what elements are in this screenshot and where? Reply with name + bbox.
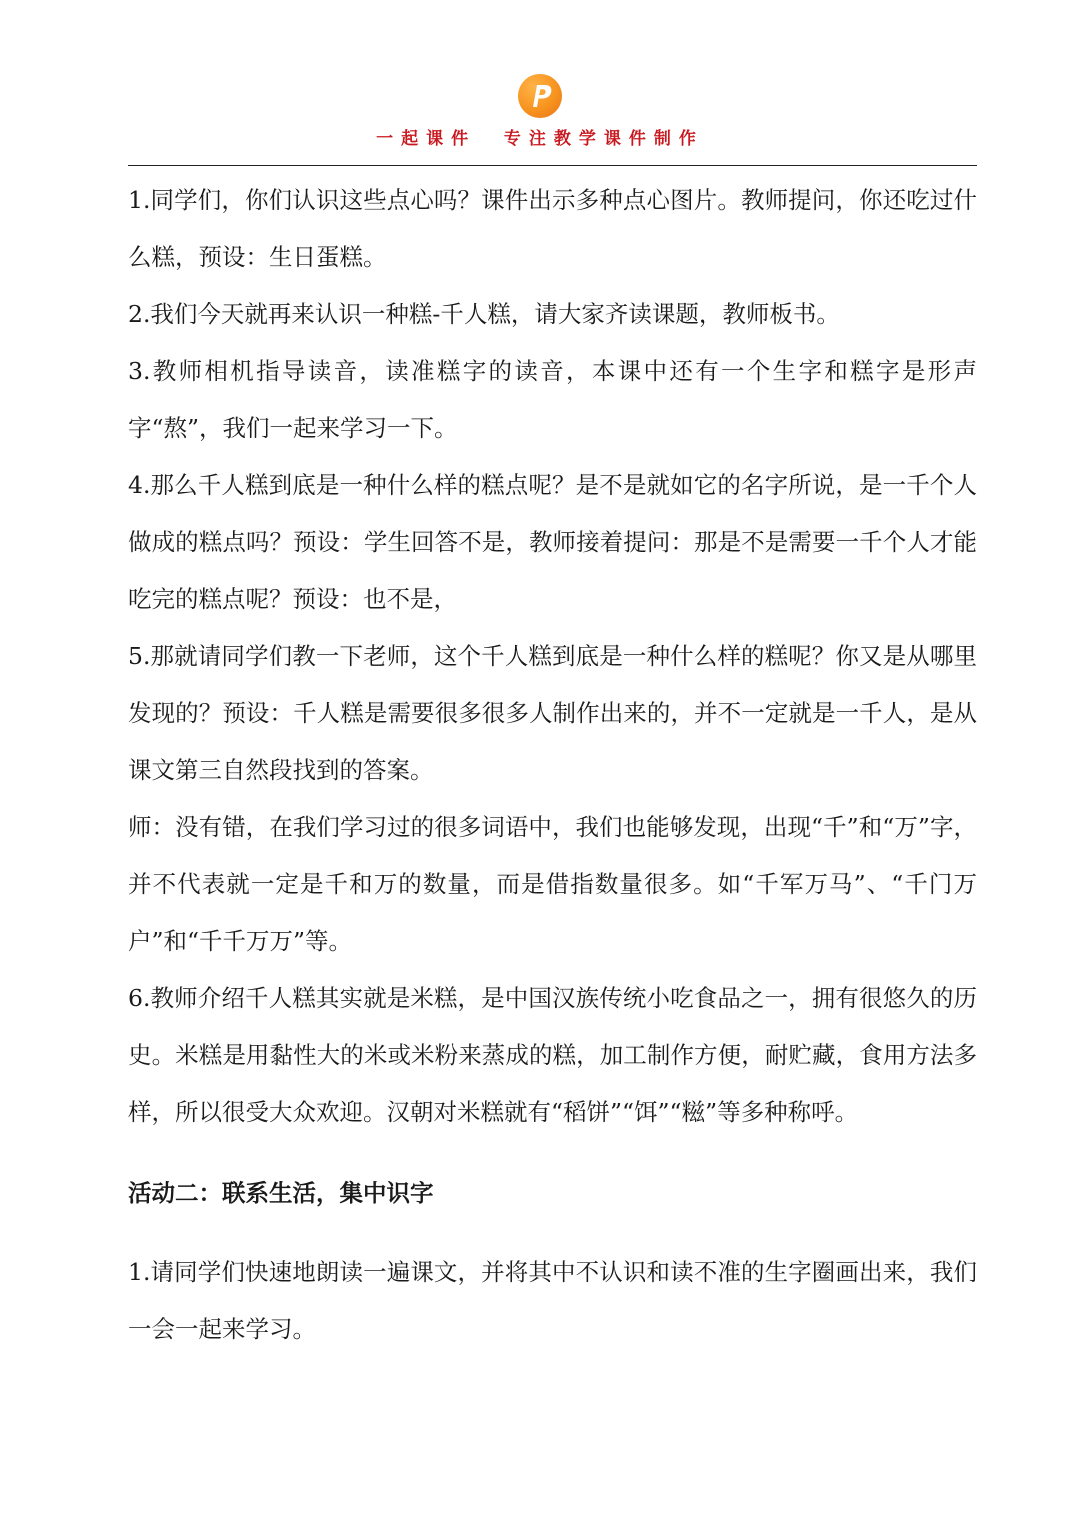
p-logo-icon xyxy=(518,74,562,118)
header-divider xyxy=(128,165,977,166)
paragraph-5: 5.那就请同学们教一下老师，这个千人糕到底是一种什么样的糕呢？你又是从哪里发现的？预设：千人糕是需要很多很多人制作出来的，并不一定就是一千人，是从课文第三自然段找到的答案。 xyxy=(128,642,977,784)
paragraph-2: 2.我们今天就再来认识一种糕-千人糕，请大家齐读课题，教师板书。 xyxy=(128,300,840,328)
section-heading: 活动二：联系生活，集中识字 xyxy=(128,1179,434,1207)
page-header xyxy=(0,74,1080,149)
paragraph-teacher-note: 师：没有错，在我们学习过的很多词语中，我们也能够发现，出现“千”和“万”字，并不代表就一定是千和万的数量，而是借指数量很多。如“千军万马”、“千门万户”和“千千万万”等。 xyxy=(128,813,977,955)
document-body xyxy=(128,172,977,1358)
paragraph-6: 6.教师介绍千人糕其实就是米糕，是中国汉族传统小吃食品之一，拥有很悠久的历史。米糕是用黏性大的米或米粉来蒸成的糕，加工制作方便，耐贮藏，食用方法多样，所以很受大众欢迎。汉朝对米糕就有“稻饼”“饵”“糍”等多种称呼。 xyxy=(128,984,977,1126)
paragraph-1: 1.同学们，你们认识这些点心吗？课件出示多种点心图片。教师提问，你还吃过什么糕，预设：生日蛋糕。 xyxy=(128,186,977,271)
p-logo-glyph xyxy=(518,74,562,118)
paragraph-3: 3.教师相机指导读音，读准糕字的读音，本课中还有一个生字和糕字是形声字“熬”，我们一起来学习一下。 xyxy=(128,357,977,442)
section-paragraph-1: 1.请同学们快速地朗读一遍课文，并将其中不认识和读不准的生字圈画出来，我们一会一起来学习。 xyxy=(128,1258,977,1343)
header-tagline: 一起课件 专注教学课件制作 xyxy=(376,129,704,149)
paragraph-4: 4.那么千人糕到底是一种什么样的糕点呢？是不是就如它的名字所说，是一千个人做成的糕点吗？预设：学生回答不是，教师接着提问：那是不是需要一千个人才能吃完的糕点呢？预设：也不是， xyxy=(128,471,977,613)
